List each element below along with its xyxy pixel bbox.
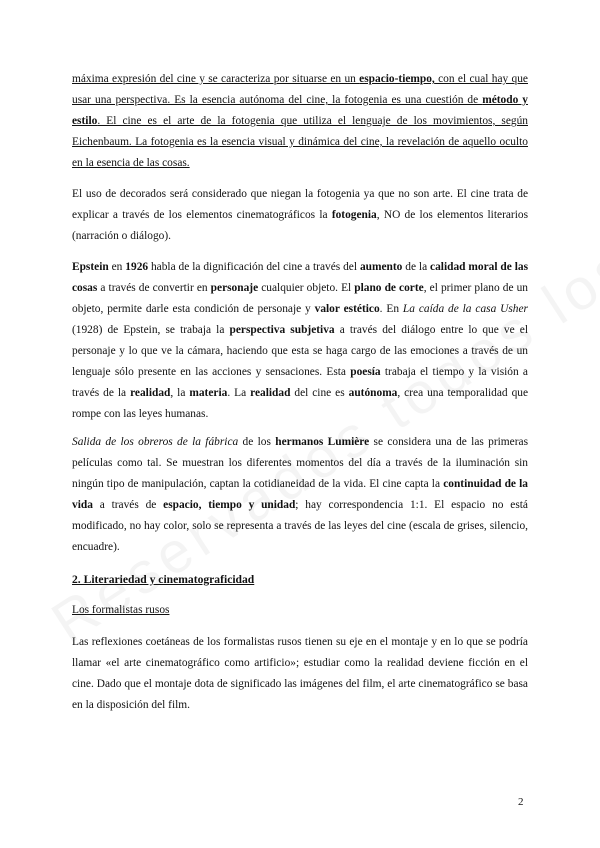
text-run: . El cine es el arte de la fotogenia que utiliza el lenguaje de los movimientos, según Eichenbaum. La fotogenia es la esencia visual y dinámica del cine, la revelación de aquello oculto en la esencia de las cosas. [72, 115, 528, 169]
bold-term: realidad [130, 387, 171, 399]
bold-term: autónoma [348, 387, 398, 399]
bold-term: método y estilo [72, 94, 529, 127]
film-title: La caída de la casa Usher [402, 303, 528, 315]
subsection-heading: Los formalistas rusos [72, 604, 170, 616]
text-run: con el cual hay que usar una perspectiva. Es la esencia autónoma del cine, la fotogenia es una cuestión de [72, 73, 528, 106]
text-run: . En [379, 303, 403, 315]
text-run: , crea una temporalidad que rompe con las leyes humanas. [72, 387, 529, 420]
bold-term: espacio, tiempo y unidad [163, 499, 296, 511]
text-run: de la [402, 261, 431, 273]
text-run: Las reflexiones coetáneas de los formalistas rusos tienen su eje en el montaje y en lo que se podría llamar «el arte cinematográfico como artificio»; estudiar como la realidad deviene ficción en el cine. Dado que el montaje dota de significado las imágenes del film, el arte cinematográfico se basa en la disposición del film. [72, 636, 528, 711]
bold-term: hermanos Lumière [275, 436, 370, 448]
text-run: (1928) de Epstein, se trabaja la [72, 324, 230, 336]
bold-term: fotogenia [331, 209, 377, 221]
text-run: ; hay correspondencia 1:1. El espacio no está modificado, no hay color, solo se representa a través de las leyes del cine (escala de grises, silencio, encuadre). [72, 499, 528, 553]
bold-term: poesía [350, 366, 381, 378]
film-title: Salida de los obreros de la fábrica [72, 436, 239, 448]
text-run: del cine es [290, 387, 349, 399]
text-run: en [108, 261, 126, 273]
bold-term: perspectiva subjetiva [229, 324, 335, 336]
page-number: 2 [518, 796, 524, 808]
text-run: de los [238, 436, 276, 448]
text-run: . La [227, 387, 251, 399]
bold-term: realidad [250, 387, 291, 399]
paragraph-decorados [72, 184, 528, 247]
text-run: El uso de decorados será considerado que niegan la fotogenia ya que no son arte. El cine trata de explicar a través de los elementos cinematográficos la [72, 188, 528, 221]
paragraph-fotogenia-definition [72, 69, 528, 174]
bold-term: continuidad de la vida [72, 478, 528, 511]
text-run: cualquier objeto. El [258, 282, 355, 294]
bold-term: plano de corte [354, 282, 424, 294]
paragraph-lumiere [72, 432, 528, 558]
bold-term: espacio-tiempo, [359, 73, 435, 85]
paragraph-formalistas [72, 632, 528, 716]
bold-term: 1926 [125, 261, 149, 273]
bold-term: valor estético [314, 303, 380, 315]
text-run: a través de convertir en [97, 282, 211, 294]
bold-term: aumento [359, 261, 403, 273]
text-run: habla de la dignificación del cine a través del [148, 261, 360, 273]
text-run: , el primer plano de un objeto, permite darle esta condición de personaje y [72, 282, 528, 315]
text-run: a través de [92, 499, 164, 511]
bold-term: Epstein [72, 261, 109, 273]
text-run: , NO de los elementos literarios (narración o diálogo). [72, 209, 529, 242]
text-run: se considera una de las primeras películas como tal. Se muestran los diferentes momentos del día a través de la iluminación sin ningún tipo de manipulación, captan la cotidianeidad de la vida. El cine capta la [72, 436, 528, 490]
bold-term: personaje [210, 282, 259, 294]
bold-term: calidad moral de las cosas [72, 261, 528, 294]
text-run: trabaja el tiempo y la visión a través de la [72, 366, 528, 399]
text-run: a través del diálogo entre lo que ve el personaje y lo que ve la cámara, haciendo que esta se haga cargo de las emociones a través de un lenguaje sólo presente en las acciones y sensaciones. Esta [72, 324, 528, 378]
paragraph-epstein [72, 257, 528, 425]
section-heading: 2. Literariedad y cinematograficidad [72, 573, 255, 586]
bold-term: materia [189, 387, 228, 399]
text-run: , la [170, 387, 190, 399]
text-run: máxima expresión del cine y se caracteriza por situarse en un [72, 73, 360, 85]
